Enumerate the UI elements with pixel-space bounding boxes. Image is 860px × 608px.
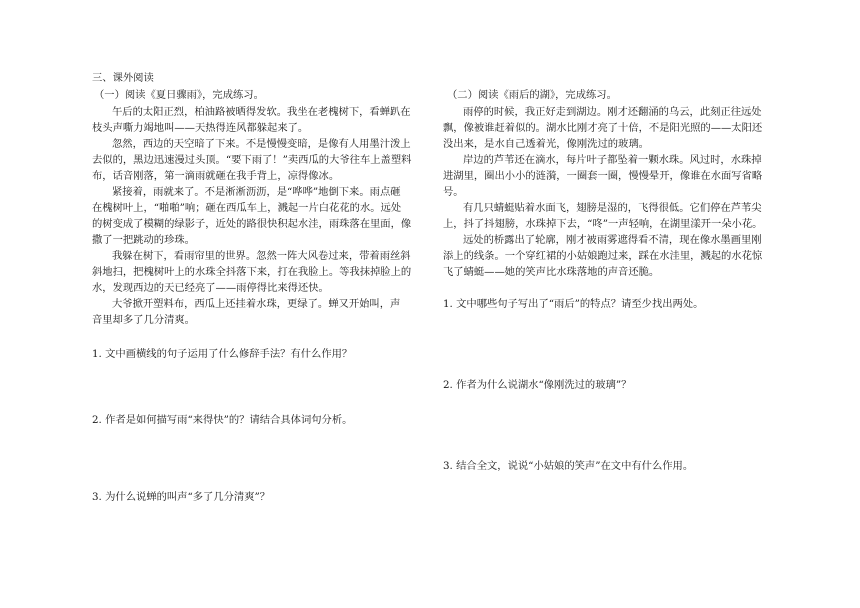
- left-part-title: （一）阅读《夏日骤雨》，完成练习。: [94, 89, 264, 101]
- right-passage-line: 飞了蜻蜓——她的笑声比水珠落地的声音还脆。: [443, 266, 660, 278]
- left-passage-line: 大爷掀开塑料布，西瓜上还挂着水珠，更绿了。蝉又开始叫，声: [112, 298, 401, 310]
- right-passage-line: 飘，像被谁赶着似的。湖水比刚才亮了十倍，不是阳光照的——太阳还: [443, 122, 763, 134]
- left-passage-line: 水，发现西边的天已经亮了——雨停得比来得还快。: [92, 282, 329, 294]
- right-passage-line: 添上的线条。一个穿红裙的小姑娘跑过来，踩在水洼里，溅起的水花惊: [443, 250, 763, 262]
- right-question-3: 3. 结合全文，说说“小姑娘的笑声”在文中有什么作用。: [443, 460, 694, 472]
- left-passage-line: 忽然，西边的天空暗了下来。不是慢慢变暗，是像有人用墨汁泼上: [112, 138, 411, 150]
- left-passage-line: 枝头声嘶力竭地叫——天热得连风都躲起来了。: [92, 122, 309, 134]
- right-question-2: 2. 作者为什么说湖水“像刚洗过的玻璃”？: [443, 379, 632, 391]
- left-passage-line: 紧接着，雨就来了。不是淅淅沥沥，是“哗哗”地倒下来。雨点砸: [112, 186, 401, 198]
- left-passage-line: 音里却多了几分清爽。: [92, 314, 195, 326]
- left-passage-line: 午后的太阳正烈，柏油路被晒得发软。我坐在老槐树下，看蝉趴在: [112, 106, 411, 118]
- right-part-title: （二）阅读《雨后的湖》，完成练习。: [447, 89, 617, 101]
- left-question-1: 1. 文中画横线的句子运用了什么修辞手法？有什么作用？: [92, 348, 353, 360]
- left-passage-line: 去似的，黑边迅速漫过头顶。“要下雨了！”卖西瓜的大爷往车上盖塑料: [92, 154, 412, 166]
- right-passage-line: 远处的桥露出了轮廓，刚才被雨雾遮得看不清，现在像水墨画里刚: [463, 234, 762, 246]
- right-passage-line: 上，抖了抖翅膀，水珠掉下去，“咚”一声轻响，在湖里漾开一朵小花。: [443, 218, 763, 230]
- left-question-2: 2. 作者是如何描写雨“来得快”的？请结合具体词句分析。: [92, 414, 353, 426]
- right-passage-line: 有几只蜻蜓贴着水面飞，翅膀是湿的，飞得很低。它们停在芦苇尖: [463, 202, 762, 214]
- left-passage-line: 布，话音刚落，第一滴雨就砸在我手背上，凉得像冰。: [92, 170, 340, 182]
- section-title: 三、课外阅读: [92, 72, 154, 84]
- left-passage-line: 的树变成了模糊的绿影子，近处的路很快积起水洼，雨珠落在里面，像: [92, 218, 412, 230]
- right-passage-line: 雨停的时候，我正好走到湖边。刚才还翻涌的乌云，此刻正往远处: [463, 106, 762, 118]
- left-question-3: 3. 为什么说蝉的叫声“多了几分清爽”？: [92, 491, 271, 503]
- left-passage-line: 撒了一把跳动的珍珠。: [92, 234, 195, 246]
- left-passage-line: 在槐树叶上，“啪啪”响；砸在西瓜车上，溅起一片白花花的水。远处: [92, 202, 402, 214]
- right-question-1: 1. 文中哪些句子写出了“雨后”的特点？请至少找出两处。: [443, 298, 704, 310]
- right-passage-line: 进湖里，圈出小小的涟漪，一圈套一圈，慢慢晕开，像谁在水面写省略: [443, 170, 763, 182]
- left-passage-line: 斜地扫，把槐树叶上的水珠全抖落下来，打在我脸上。等我抹掉脸上的: [92, 266, 412, 278]
- right-passage-line: 岸边的芦苇还在滴水，每片叶子都坠着一颗水珠。风过时，水珠掉: [463, 154, 762, 166]
- right-passage-line: 号。: [443, 186, 464, 198]
- right-passage-line: 没出来，是水自己透着光，像刚洗过的玻璃。: [443, 138, 649, 150]
- left-passage-line: 我躲在树下，看雨帘里的世界。忽然一阵大风卷过来，带着雨丝斜: [112, 250, 411, 262]
